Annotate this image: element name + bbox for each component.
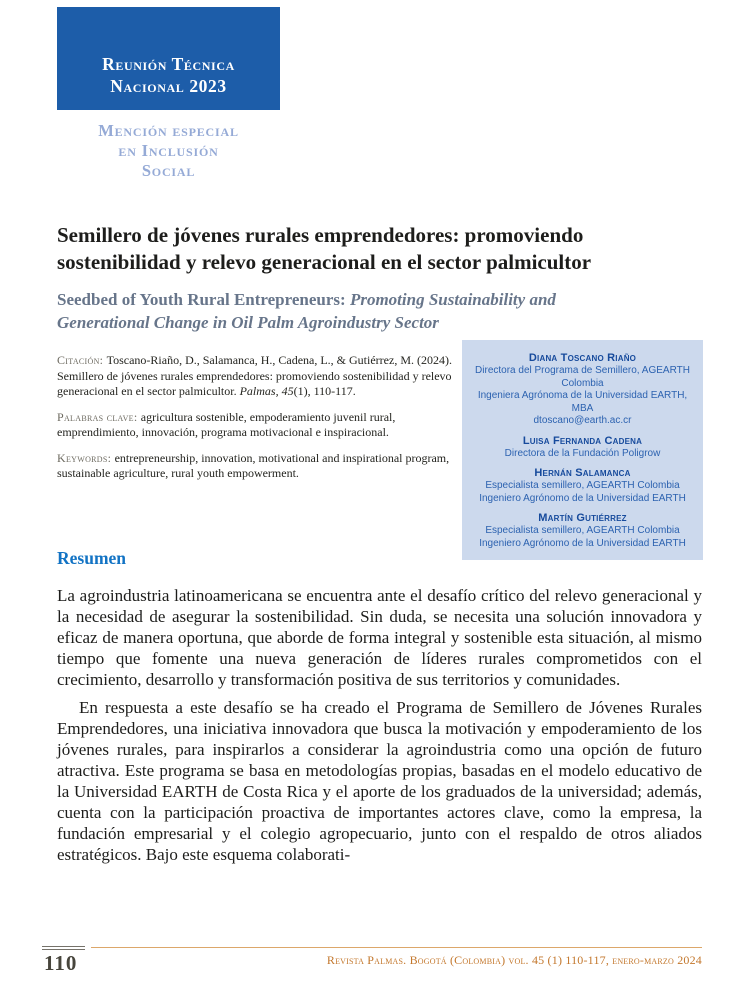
keywords-english-block: [57, 451, 455, 482]
event-banner-line1: Reunión Técnica: [102, 54, 235, 74]
author-affiliation: Especialista semillero, AGEARTH Colombia: [485, 480, 680, 491]
abstract-body: [57, 585, 702, 865]
author-email-link[interactable]: dtoscano@earth.ac.cr: [533, 415, 632, 426]
author-name: Luisa Fernanda Cadena: [522, 434, 643, 447]
article-meta: [57, 353, 455, 492]
journal-footer-text: Revista Palmas. Bogotá (Colombia) vol. 45 (1) 110-117, enero-marzo 2024: [326, 953, 702, 967]
author-degree: Ingeniero Agrónomo de la Universidad EARTH: [479, 492, 686, 504]
author-degree: Ingeniera Agrónoma de la Universidad EARTH, MBA: [477, 390, 688, 414]
special-mention: [57, 121, 280, 181]
page-footer: [42, 946, 702, 975]
author-affiliation: Especialista semillero, AGEARTH Colombia: [485, 525, 680, 536]
special-mention-line3: Social: [141, 161, 196, 180]
citation-block: [57, 353, 455, 400]
event-banner: [57, 7, 280, 110]
article-title-english-roman: Seedbed of Youth Rural Entrepreneurs:: [57, 290, 350, 309]
journal-footer-rule: [91, 947, 702, 968]
author-entry: [472, 435, 693, 461]
citation-journal-volume: Palmas, 45: [239, 384, 294, 398]
event-banner-title: [102, 53, 235, 97]
page-number: 110: [44, 951, 78, 975]
citation-text: Toscano-Riaño, D., Salamanca, H., Cadena, L., & Gutiérrez, M. (2024). Semillero de jóvenes rurales emprendedores: promoviendo sostenibilidad y relevo generacional en el sector palmicultor.: [57, 353, 452, 398]
keywords-spanish-text: agricultura sostenible, empoderamiento juvenil rural, emprendimiento, innovación, programa motivacional e inspiracional.: [57, 409, 396, 439]
page-number-block: [42, 946, 85, 975]
author-name: Hernán Salamanca: [534, 467, 631, 479]
abstract-paragraph-1: La agroindustria latinoamericana se encuentra ante el desafío crítico del relevo generacional y la necesidad de asegurar la sostenibilidad. Sin duda, se necesita una solución innovadora y eficaz de manera oportuna, que aborde de forma integral y sostenible esta situación, al mismo tiempo que fomente una nueva generación de líderes rurales comprometidos con el crecimiento, desarrollo y transformación positiva de sus territorios y comunidades.: [57, 586, 702, 689]
author-affiliation: Directora de la Fundación Poligrow: [504, 447, 661, 459]
authors-box: [462, 340, 703, 560]
keywords-spanish-block: [57, 410, 455, 441]
author-affiliation: Directora del Programa de Semillero, AGEARTH Colombia: [475, 365, 690, 389]
author-degree: Ingeniero Agrónomo de la Universidad EARTH: [479, 537, 686, 549]
keywords-english-text: entrepreneurship, innovation, motivational and inspirational program, sustainable agriculture, rural youth empowerment.: [57, 450, 450, 480]
author-name: Martín Gutiérrez: [538, 512, 627, 524]
keywords-english-label: Keywords:: [57, 450, 115, 465]
citation-pages: (1), 110-117.: [293, 384, 356, 398]
author-name: Diana Toscano Riaño: [528, 352, 637, 364]
article-title-english: [57, 288, 629, 334]
abstract-paragraph-2: En respuesta a este desafío se ha creado el Programa de Semillero de Jóvenes Rurales Emprendedores, una iniciativa innovadora que busca la motivación y empoderamiento de los jóvenes rurales, para inspirarlos a considerar la agroindustria como una opción de futuro atractiva. Este programa se basa en metodologías propias, basadas en el modelo educativo de la Universidad EARTH de Costa Rica y el aporte de los graduados de la universidad; además, cuenta con la participación proactiva de importantes actores clave, como la empresa, la fundación empresarial y el colegio agropecuario, junto con el respaldo de otros aliados estratégicos. Bajo este esquema colaborati-: [57, 698, 702, 864]
article-title-spanish: Semillero de jóvenes rurales emprendedores: promoviendo sostenibilidad y relevo generacional en el sector palmicultor: [57, 223, 592, 274]
abstract-heading: Resumen: [57, 548, 127, 568]
event-banner-line2: Nacional 2023: [110, 76, 227, 96]
keywords-spanish-label: Palabras clave:: [57, 409, 141, 424]
author-entry: [472, 352, 693, 428]
article-title-english-italic: Promoting Sustainability and Generational Change in Oil Palm Agroindustry Sector: [57, 290, 556, 332]
author-entry: [472, 467, 693, 505]
special-mention-line1: Mención especial: [98, 121, 239, 140]
author-entry: [472, 512, 693, 550]
special-mention-line2: en Inclusión: [118, 141, 219, 160]
citation-label: Citación:: [57, 353, 107, 367]
